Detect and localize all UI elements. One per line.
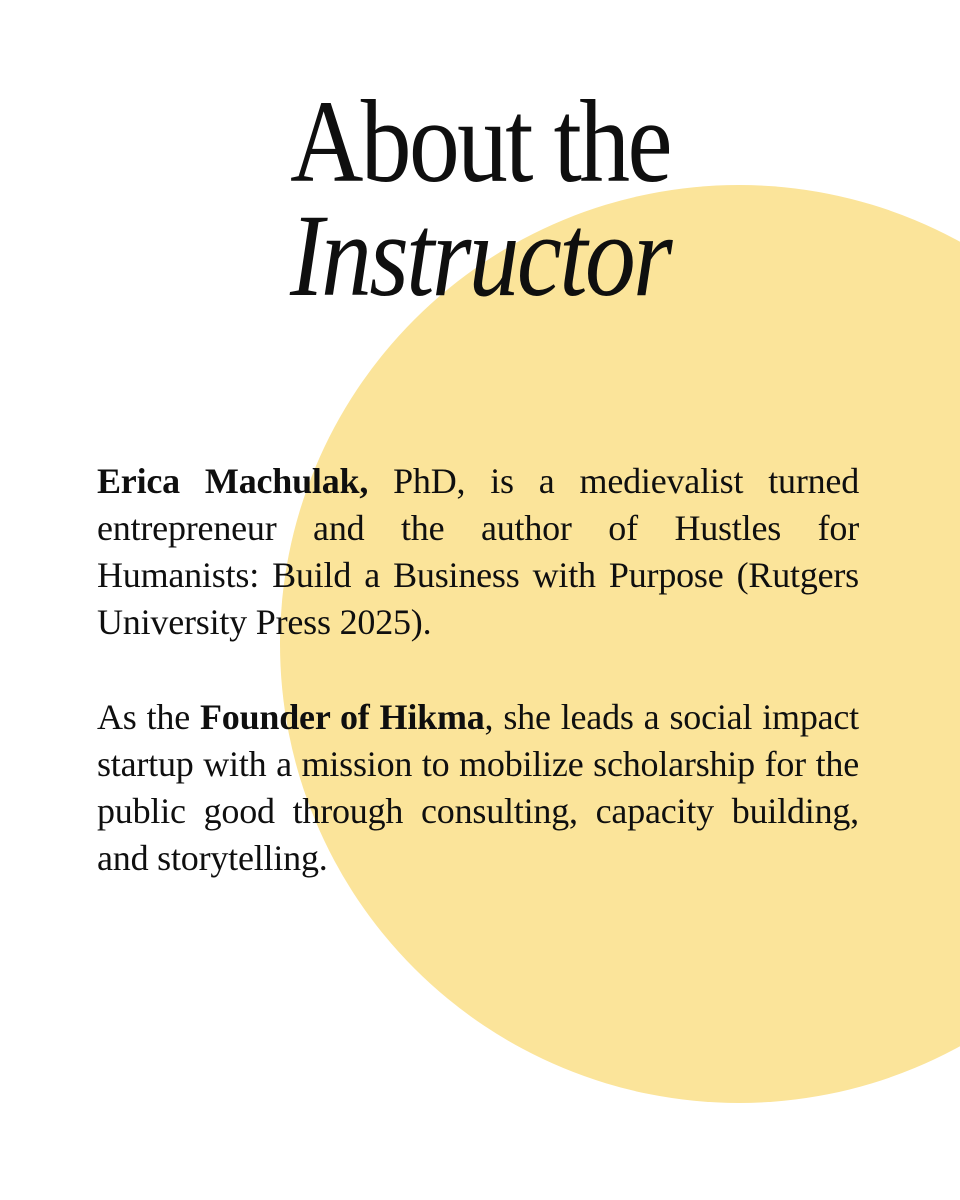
founder-role: Founder of Hikma (199, 697, 485, 737)
bio-paragraph-2-prefix: As the (97, 697, 200, 737)
bio-paragraph-2 (97, 694, 859, 882)
bio-section (97, 458, 859, 882)
title-line-about: About the (290, 76, 670, 207)
bio-paragraph-1 (97, 458, 859, 646)
title-line-instructor: Instructor (289, 190, 671, 321)
instructor-name: Erica Machulak, (97, 461, 369, 501)
page-title (0, 76, 960, 321)
bio-paragraph-2-text: , she leads a social impact startup with a mission to mobilize scholarship for the public good through consulting, capacity building, and storytelling. (97, 697, 859, 878)
bio-paragraph-1-text: PhD, is a medievalist turned entrepreneur and the author of Hustles for Humanists: Build a Business with Purpose (Rutgers University Press 2025). (97, 461, 859, 642)
